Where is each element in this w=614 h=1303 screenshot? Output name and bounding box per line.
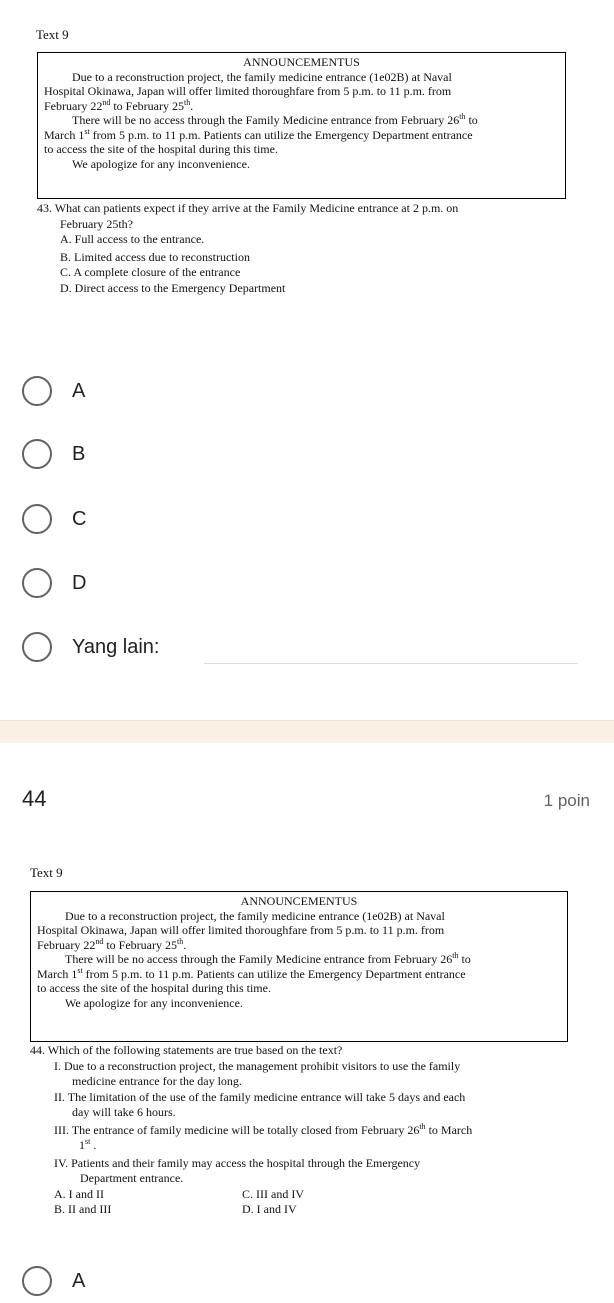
announcement-line: Due to a reconstruction project, the family medicine entrance (1e02B) at Naval xyxy=(72,69,452,84)
announcement-line: Due to a reconstruction project, the family medicine entrance (1e02B) at Naval xyxy=(65,908,445,923)
choice-c[interactable]: C xyxy=(22,502,86,536)
statement: Department entrance. xyxy=(80,1171,184,1185)
announcement-box xyxy=(37,52,566,199)
question-divider xyxy=(0,720,614,743)
announcement-line: Hospital Okinawa, Japan will offer limited thoroughfare from 5 p.m. to 11 p.m. from xyxy=(44,84,452,98)
announcement-line: to access the site of the hospital during this time. xyxy=(37,981,271,995)
announcement-line: March 1st from 5 p.m. to 11 p.m. Patients can utilize the Emergency Department entrance xyxy=(44,126,473,142)
question-number: 44 xyxy=(22,786,47,811)
announcement-line: February 22nd to February 25th. xyxy=(44,97,194,113)
statement: I. Due to a reconstruction project, the management prohibit visitors to use the family xyxy=(54,1058,461,1073)
statement: II. The limitation of the use of the family medicine entrance will take 5 days and each xyxy=(54,1089,466,1104)
announcement-line: We apologize for any inconvenience. xyxy=(72,156,250,171)
radio-circle-icon[interactable] xyxy=(22,568,52,598)
option-text: C. III and IV xyxy=(242,1186,304,1201)
option-text: B. II and III xyxy=(54,1202,112,1216)
text-label: Text 9 xyxy=(30,865,63,880)
announcement-title: ANNOUNCEMENTUS xyxy=(240,894,358,908)
other-text-input[interactable] xyxy=(204,663,578,664)
statement: III. The entrance of family medicine will be totally closed from February 26th to March xyxy=(54,1121,473,1137)
announcement-title: ANNOUNCEMENTUS xyxy=(243,55,360,69)
text-label: Text 9 xyxy=(36,27,69,42)
radio-circle-icon[interactable] xyxy=(22,439,52,469)
radio-circle-icon[interactable] xyxy=(22,504,52,534)
option-text: C. A complete closure of the entrance xyxy=(60,265,241,279)
choice-a[interactable]: A xyxy=(22,1264,85,1298)
announcement-line: There will be no access through the Family Medicine entrance from February 26th to xyxy=(65,951,471,966)
option-text: B. Limited access due to reconstruction xyxy=(60,249,250,264)
choice-other[interactable]: Yang lain: xyxy=(22,630,159,664)
announcement-line: We apologize for any inconvenience. xyxy=(65,995,243,1010)
option-text: A. I and II xyxy=(54,1186,104,1201)
announcement-line: February 22nd to February 25th. xyxy=(37,936,187,952)
radio-circle-icon[interactable] xyxy=(22,632,52,662)
points-label: 1 poin xyxy=(543,791,590,810)
option-text: D. Direct access to the Emergency Department xyxy=(60,280,286,295)
radio-circle-icon[interactable] xyxy=(22,1266,52,1296)
announcement-line: to access the site of the hospital during this time. xyxy=(44,142,278,156)
option-text: A. Full access to the entrance. xyxy=(60,232,205,246)
announcement-box xyxy=(30,891,568,1042)
statement: 1st . xyxy=(79,1137,97,1152)
radio-circle-icon[interactable] xyxy=(22,376,52,406)
announcement-line: There will be no access through the Family Medicine entrance from February 26th to xyxy=(72,112,478,127)
choice-a[interactable]: A xyxy=(22,374,85,408)
statement: day will take 6 hours. xyxy=(72,1105,176,1119)
statement: IV. Patients and their family may access the hospital through the Emergency xyxy=(54,1155,421,1170)
choice-b[interactable]: B xyxy=(22,437,85,471)
question-44-text: 44. Which of the following statements are true based on the text? I. Due to a reconstruction project, the management prohibit visitors to use the family medicine entrance for the day long. II. The limitation of the use of the family medicine entrance will take 5 days and each day will take 6 hours. III. The entrance of family medicine will be totally closed from February 26th to March 1st . IV. Patients and their family may access the hospital through the Emergency Department entrance. A. I and II C. III and IV B. II and III D. I and IV xyxy=(30,1043,570,1218)
question-43-text: 43. What can patients expect if they arrive at the Family Medicine entrance at 2 p.m. on February 25th? A. Full access to the entrance. B. Limited access due to reconstruction C. A complete closure of the entrance D. Direct access to the Emergency Department xyxy=(37,201,459,295)
announcement-line: March 1st from 5 p.m. to 11 p.m. Patients can utilize the Emergency Department entrance xyxy=(37,965,466,981)
option-text: D. I and IV xyxy=(242,1202,297,1216)
announcement-line: Hospital Okinawa, Japan will offer limited thoroughfare from 5 p.m. to 11 p.m. from xyxy=(37,923,445,937)
choice-d[interactable]: D xyxy=(22,566,86,600)
statement: medicine entrance for the day long. xyxy=(72,1074,242,1088)
